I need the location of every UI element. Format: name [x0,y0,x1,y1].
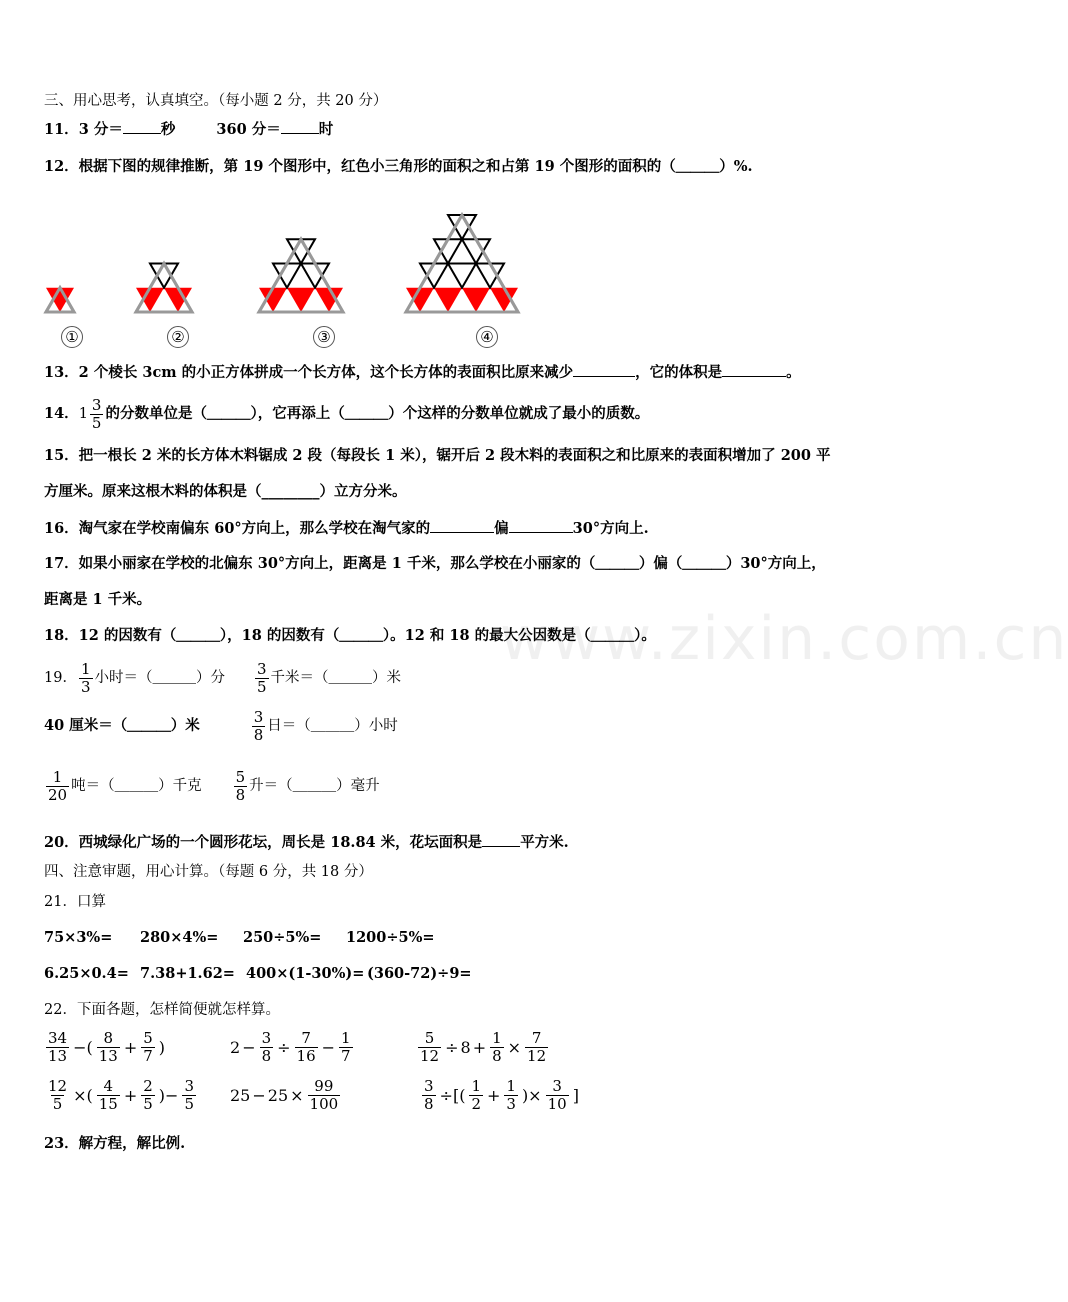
question-18: 18．12 的因数有（＿＿＿），18 的因数有（＿＿＿）。12 和 18 的最大公因数是（＿＿＿）。 [44,627,656,644]
q19-f-fraction [234,769,248,804]
q14-fraction [90,397,104,432]
q14-number: 14． [44,405,79,422]
q11-part4: 时 [318,121,334,138]
q19-a-den: 3 [80,677,91,696]
question-20 [44,832,569,853]
q19-f-num: 5 [235,767,246,786]
q16-blank-2[interactable] [509,518,573,533]
q22-e2-b: 8 [261,1047,272,1065]
q22-e2-w: 2 [230,1038,241,1057]
q22-e4-h: 5 [184,1095,194,1113]
q22-e6-c: 1 [471,1077,481,1095]
triangle-figures [46,215,518,312]
q21-item-4: 1200÷5%= [346,929,435,946]
triangle-pattern-figure [40,188,560,318]
q22-e5-w1: 25 [230,1086,251,1105]
q22-e1-f: 7 [143,1047,153,1065]
q22-e5-a: 99 [314,1077,334,1095]
figure-label-3: ③ [313,326,335,348]
q22-e4-g: 3 [184,1077,194,1095]
q22-e6-a: 3 [424,1077,434,1095]
q22-e4-b: 5 [52,1095,63,1113]
question-22-title: 22．下面各题，怎样简便就怎样算。 [44,1002,280,1018]
q22-expression-5: 25 − 25 × $\frac{99}{100}$ [230,1077,339,1113]
question-19-row-3 [44,764,380,808]
q16-blank-1[interactable] [430,518,494,533]
q22-e6-b: 8 [424,1095,434,1113]
watermark: www.zixin.com.cn [500,604,1068,674]
q21-item-1: 75×3%= [44,929,113,946]
q22-e1-c: 8 [103,1029,114,1047]
question-17-line-2: 距离是 1 千米。 [44,591,152,608]
q19-c-text: 40 厘米＝（＿＿＿）米 [44,717,200,734]
q22-e3-b: 12 [420,1047,440,1065]
q22-e6-f: 3 [506,1095,516,1113]
q22-e3-d: 8 [492,1047,502,1065]
q11-part2: 秒 [160,121,176,138]
q19-b-num: 3 [257,659,267,678]
q20-text1: 20．西城绿化广场的一个圆形花坛，周长是 18.84 米，花坛面积是 [44,834,483,851]
question-15-line-2: 方厘米。原来这根木料的体积是（________）立方分米。 [44,483,407,500]
q19-e-fraction [46,769,69,804]
q22-e6-e: 1 [506,1077,516,1095]
section-4-heading: 四、注意审题，用心计算。（每题 6 分，共 18 分） [44,864,373,880]
q13-blank-2[interactable] [722,362,786,377]
q22-e4-f: 5 [143,1095,153,1113]
q22-e6-d: 2 [471,1095,481,1113]
q16-text1: 16．淘气家在学校南偏东 60°方向上，那么学校在淘气家的 [44,520,431,537]
q19-e-num: 1 [52,767,63,786]
question-15-line-1: 15．把一根长 2 米的长方体木料锯成 2 段（每段长 1 米），锯开后 2 段木料的表面积之和比原来的表面积增加了 200 平 [44,447,831,464]
question-19-row-1 [44,658,401,698]
q14-numerator: 3 [91,395,102,414]
q22-e3-e: 7 [531,1029,542,1047]
section-3-heading: 三、用心思考，认真填空。（每小题 2 分，共 20 分） [44,93,388,109]
q11-blank-1[interactable] [123,119,161,134]
q22-expression-2: 2 − $\frac{3}{8}$ ÷ $\frac{7}{16}$ − $\frac{1}{7}$ [230,1029,351,1065]
q19-d-fraction [252,709,266,744]
q22-e1-b: 13 [48,1047,68,1065]
figure-label-2: ② [167,326,189,348]
q19-e-den: 20 [48,785,68,804]
q21-item-8: (360-72)÷9= [367,965,472,982]
q19-e-text: 吨＝（＿＿＿）千克 [71,778,202,794]
question-17-line-1: 17．如果小丽家在学校的北偏东 30°方向上，距离是 1 千米，那么学校在小丽家的（＿＿＿）偏（＿＿＿）30°方向上， [44,555,826,572]
figure-label-1: ① [61,326,83,348]
q16-text2: 偏 [494,520,509,537]
q19-d-text: 日＝（＿＿＿）小时 [267,718,398,734]
q19-a-num: 1 [80,659,91,678]
question-16 [44,518,649,539]
q22-expression-4: $\frac{12}{5}$ ×( $\frac{4}{15}$ + $\frac{2}{5}$ )− $\frac{3}{5}$ [48,1077,194,1113]
q19-a-fraction [79,661,93,696]
q11-part3: 360 分＝ [216,121,281,138]
q22-e5-b: 100 [309,1095,339,1113]
q13-text2: ，它的体积是 [635,364,723,381]
question-14 [44,396,649,432]
q20-text2: 平方米. [520,834,569,851]
q22-e2-c: 7 [301,1029,311,1047]
q11-number: 11． [44,121,79,138]
q19-d-num: 3 [253,707,264,726]
q20-blank[interactable] [482,832,520,847]
q22-e4-e: 2 [143,1077,153,1095]
q21-item-6: 7.38+1.62= [140,965,235,982]
q22-e3-f: 12 [527,1047,547,1065]
q22-e4-a: 12 [48,1077,68,1095]
q22-e6-h: 10 [547,1095,567,1113]
question-13 [44,362,801,383]
q22-e1-d: 13 [98,1047,118,1065]
q22-e1-e: 5 [143,1029,153,1047]
q19-b-text: 千米＝（＿＿＿）米 [270,670,402,686]
q19-f-den: 8 [235,785,246,804]
q19-d-den: 8 [253,725,264,744]
q22-e3-c: 1 [492,1029,502,1047]
q14-denominator: 5 [91,413,102,432]
q16-text3: 30°方向上. [572,520,649,537]
q14-text2: 的分数单位是（＿＿＿），它再添上（＿＿＿）个这样的分数单位就成了最小的质数。 [105,405,650,422]
q19-b-den: 5 [257,677,267,696]
question-19-row-2 [44,706,398,746]
q14-whole: 1 [78,406,88,422]
q21-item-7: 400×(1-30%)= [246,965,365,982]
q22-e2-d: 16 [296,1047,316,1065]
q13-text1: 13．2 个棱长 3cm 的小正方体拼成一个长方体，这个长方体的表面积比原来减少 [44,364,574,381]
q22-e3-a: 5 [424,1029,435,1047]
q22-e2-e: 1 [341,1029,351,1047]
q13-blank-1[interactable] [573,362,635,377]
q11-blank-2[interactable] [281,119,319,134]
q19-f-text: 升＝（＿＿＿）毫升 [249,778,380,794]
q11-part1: 3 分＝ [78,121,123,138]
question-21-title: 21．口算 [44,894,106,910]
q21-item-3: 250÷5%= [243,929,322,946]
q19-b-fraction [255,661,269,696]
q21-item-2: 280×4%= [140,929,219,946]
q22-e4-d: 15 [98,1095,118,1113]
q22-e2-a: 3 [261,1029,272,1047]
q22-expression-1: $\frac{34}{13}$ −( $\frac{8}{13}$ + $\frac{5}{7}$ ) [48,1029,166,1065]
q22-e1-a: 34 [48,1029,68,1047]
q19-a-text: 小时＝（＿＿＿）分 [94,670,225,686]
question-11 [44,119,333,140]
q13-text3: 。 [786,364,801,381]
q22-e5-w2: 25 [267,1086,289,1105]
q22-e6-g: 3 [552,1077,562,1095]
question-23-title: 23．解方程，解比例. [44,1135,186,1152]
q22-e3-w: 8 [460,1038,471,1057]
q22-e4-c: 4 [103,1077,114,1095]
q22-e2-f: 7 [341,1047,351,1065]
q22-expression-6: $\frac{3}{8}$ ÷[( $\frac{1}{2}$ + $\frac{1}{3}$ )× $\frac{3}{10}$ ] [424,1077,579,1113]
question-12: 12．根据下图的规律推断，第 19 个图形中，红色小三角形的面积之和占第 19 个图形的面积的（＿＿＿）%. [44,158,753,175]
q21-item-5: 6.25×0.4= [44,965,129,982]
q22-expression-3: $\frac{5}{12}$ ÷ 8 + $\frac{1}{8}$ × $\frac{7}{12}$ [420,1029,547,1065]
q19-number: 19． [44,670,77,686]
figure-label-4: ④ [476,326,498,348]
